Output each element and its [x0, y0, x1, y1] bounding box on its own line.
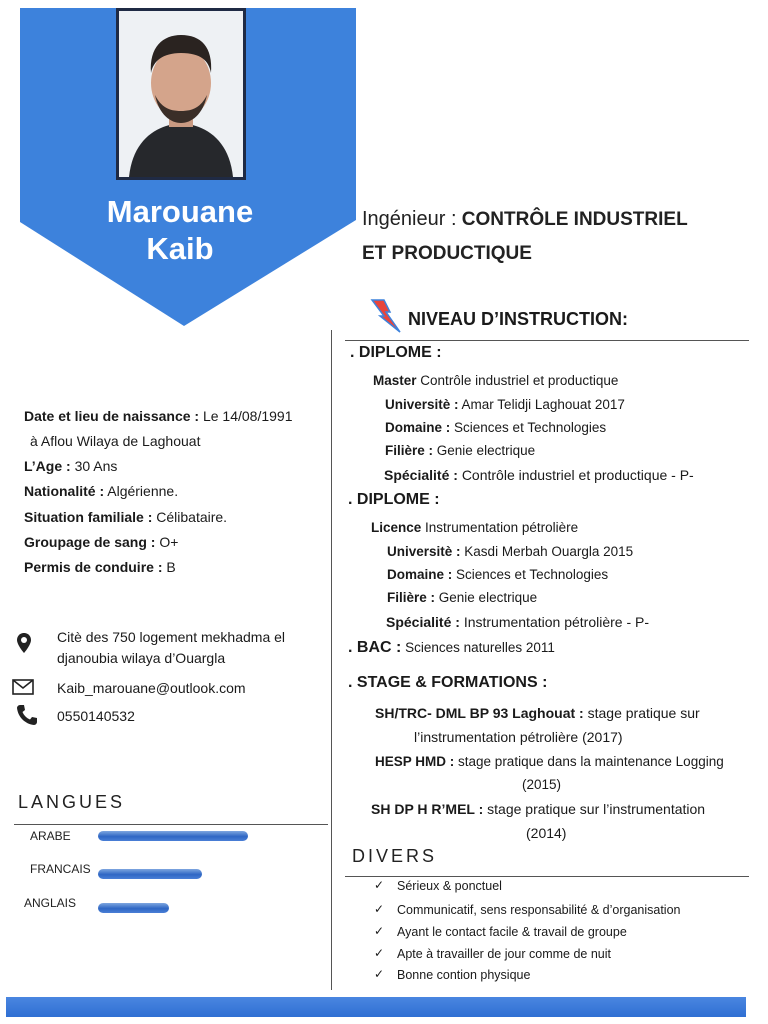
langues-divider: [14, 824, 328, 825]
driving-license-row: Permis de conduire : B: [24, 559, 176, 575]
location-pin-icon: [16, 632, 32, 654]
check-icon: ✓: [374, 967, 385, 981]
address-line2: djanoubia wilaya d’Ouargla: [57, 650, 226, 666]
phone-number[interactable]: 0550140532: [57, 708, 135, 724]
blood-group-row: Groupage de sang : O+: [24, 534, 179, 550]
email-link[interactable]: Kaib_marouane@outlook.com: [57, 680, 246, 696]
lang-label-anglais: ANGLAIS: [24, 896, 77, 910]
divers-item: Bonne contion physique: [397, 968, 531, 982]
divers-item: Communicatif, sens responsabilité & d’organisation: [397, 903, 681, 917]
birth-place-row: à Aflou Wilaya de Laghouat: [30, 433, 201, 449]
check-icon: ✓: [374, 878, 385, 892]
diplome2-degree: Licence Instrumentation pétrolière: [371, 520, 579, 535]
lang-bar-track: [98, 903, 248, 913]
langues-title: LANGUES: [18, 792, 126, 812]
diplome1-domaine: Domaine : Sciences et Technologies: [385, 420, 607, 435]
diplome1-heading: . DIPLOME :: [350, 344, 442, 361]
lang-label-francais: FRANCAIS: [30, 862, 91, 876]
lang-bar-francais: [98, 869, 202, 879]
bac-row: . BAC : Sciences naturelles 2011: [348, 639, 555, 656]
stage1-line2: l’instrumentation pétrolière (2017): [414, 729, 623, 745]
job-title-line1: [362, 202, 752, 237]
lightning-icon: [370, 298, 402, 334]
birth-date-row: Date et lieu de naissance : Le 14/08/1991: [24, 408, 293, 424]
divers-title: DIVERS: [352, 846, 438, 866]
diplome2-heading: . DIPLOME :: [348, 491, 440, 508]
stage2-line2: (2015): [522, 777, 562, 792]
job-title-main: CONTRÔLE INDUSTRIEL: [461, 209, 688, 230]
divers-item: Sérieux & ponctuel: [397, 879, 502, 893]
nationality-row: Nationalité : Algérienne.: [24, 483, 179, 499]
diplome2-domaine: Domaine : Sciences et Technologies: [387, 567, 609, 582]
job-title-line2: ET PRODUCTIQUE: [362, 243, 532, 264]
stage3-line2: (2014): [526, 825, 567, 841]
job-title: [362, 202, 752, 271]
footer-bar: [6, 997, 746, 1017]
diplome2-university: Universitè : Kasdi Merbah Ouargla 2015: [387, 544, 634, 559]
instruction-heading: NIVEAU D’INSTRUCTION:: [408, 309, 628, 329]
diplome1-specialite: Spécialité : Contrôle industriel et productique - P-: [384, 467, 694, 483]
last-name: Kaib: [146, 231, 214, 266]
check-icon: ✓: [374, 924, 385, 938]
lang-bar-arabe: [98, 831, 248, 841]
check-icon: ✓: [374, 902, 385, 916]
stage1-line1: SH/TRC- DML BP 93 Laghouat : stage pratique sur: [375, 705, 700, 721]
divers-item: Apte à travailler de jour comme de nuit: [397, 947, 611, 961]
stage3-line1: SH DP H R’MEL : stage pratique sur l’instrumentation: [371, 801, 706, 817]
job-title-prefix: Ingénieur :: [362, 208, 457, 230]
profile-photo: [116, 8, 246, 180]
instruction-divider: [345, 340, 749, 341]
address-line1: Citè des 750 logement mekhadma el: [57, 629, 286, 645]
age-row: L’Age : 30 Ans: [24, 458, 118, 474]
column-divider: [331, 330, 332, 990]
envelope-icon: [12, 679, 34, 695]
diplome2-filiere: Filière : Genie electrique: [387, 590, 538, 605]
diplome1-filiere: Filière : Genie electrique: [385, 443, 536, 458]
diplome1-university: Universitè : Amar Telidji Laghouat 2017: [385, 397, 625, 412]
stages-heading: . STAGE & FORMATIONS :: [348, 674, 548, 691]
lang-bar-anglais: [98, 903, 169, 913]
check-icon: ✓: [374, 946, 385, 960]
stage2-line1: HESP HMD : stage pratique dans la maintenance Logging: [375, 754, 724, 769]
lang-bar-track: [98, 831, 248, 841]
diplome2-specialite: Spécialité : Instrumentation pétrolière - P-: [386, 614, 650, 630]
family-status-row: Situation familiale : Célibataire.: [24, 509, 228, 525]
divers-divider: [345, 876, 749, 877]
phone-icon: [16, 704, 38, 726]
diplome1-degree: Master Contrôle industriel et productique: [373, 373, 619, 388]
first-name: Marouane: [106, 194, 254, 229]
divers-item: Ayant le contact facile & travail de groupe: [397, 925, 627, 939]
lang-label-arabe: ARABE: [30, 829, 71, 843]
lang-bar-track: [98, 869, 248, 879]
